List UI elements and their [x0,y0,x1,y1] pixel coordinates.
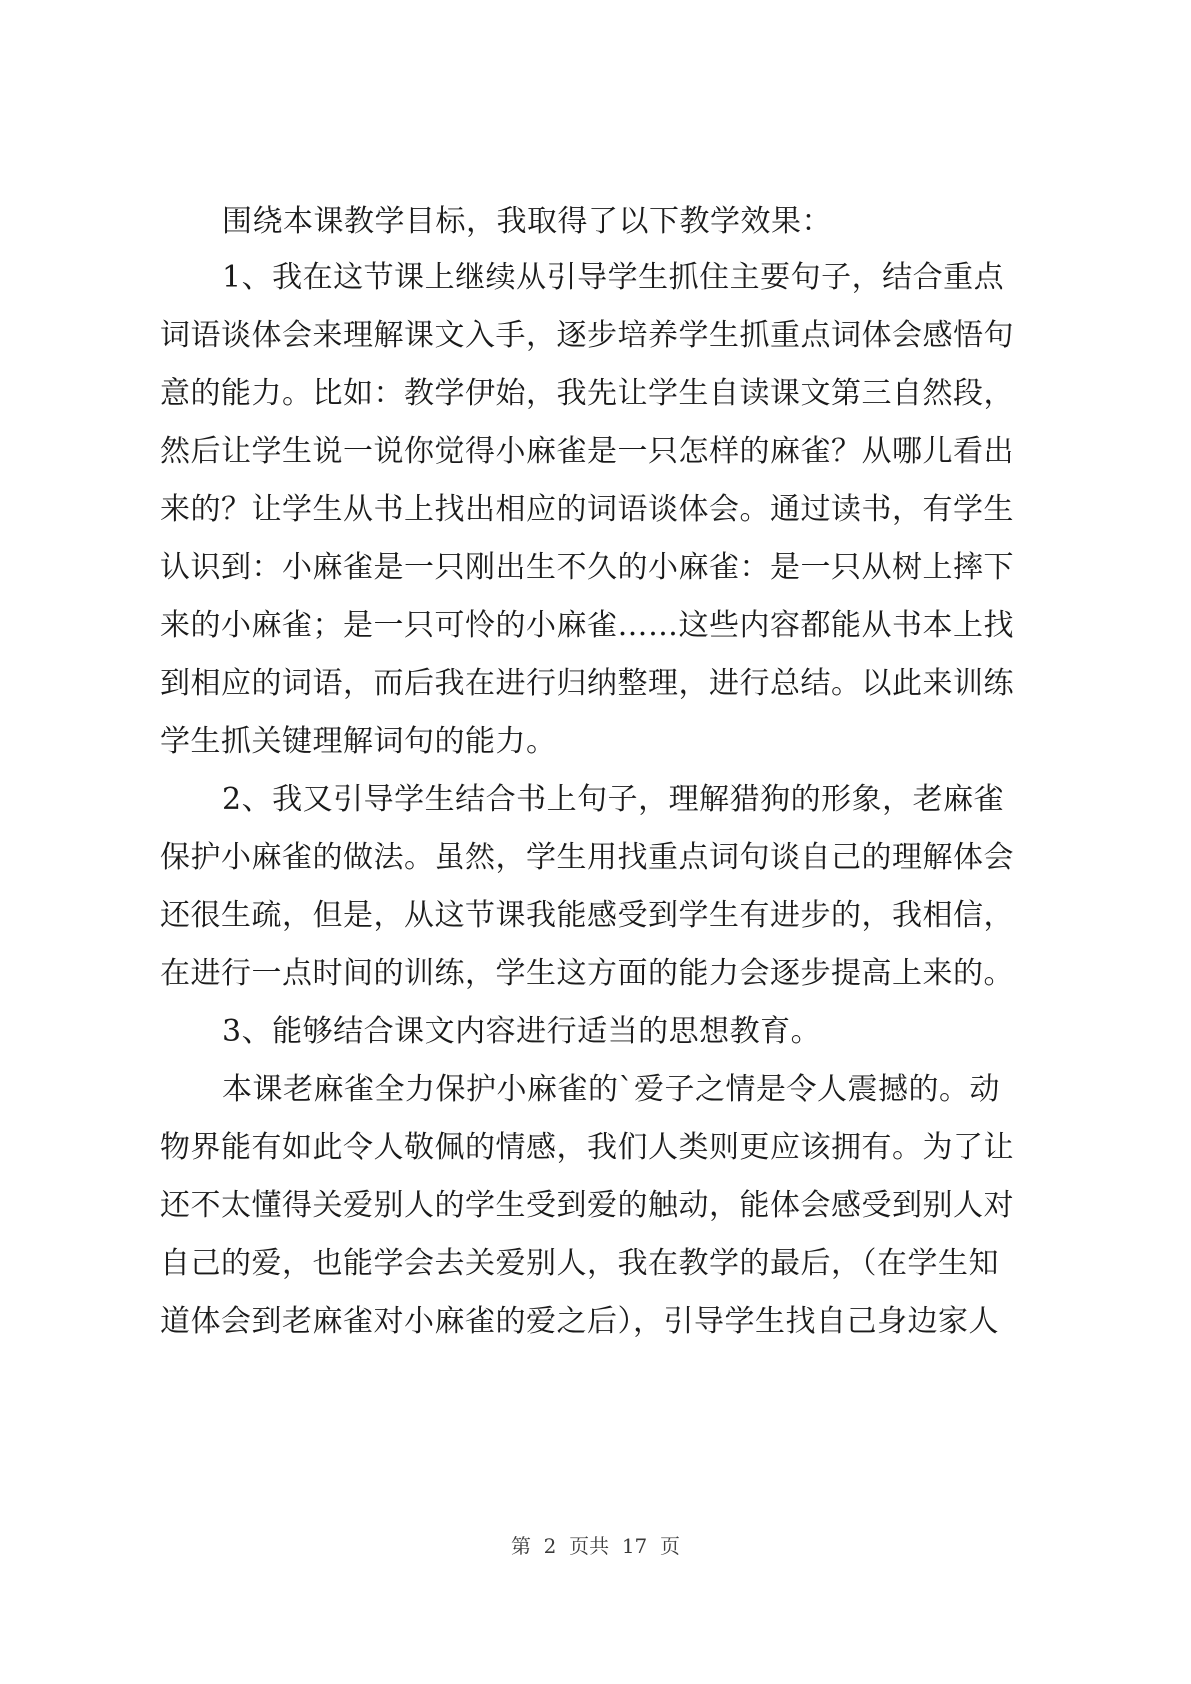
paragraph-2-line: 还很生疏，但是，从这节课我能感受到学生有进步的，我相信， [160,898,1014,933]
paragraph-4-line: 本课老麻雀全力保护小麻雀的`爱子之情是令人震撼的。动 [222,1072,1000,1107]
paragraph-1-line: 词语谈体会来理解课文入手，逐步培养学生抓重点词体会感悟句 [160,318,1014,353]
paragraph-1-line: 意的能力。比如：教学伊始，我先让学生自读课文第三自然段， [160,376,1014,411]
paragraph-1-line: 1、我在这节课上继续从引导学生抓住主要句子，结合重点 [222,260,1005,295]
paragraph-2-line: 保护小麻雀的做法。虽然，学生用找重点词句谈自己的理解体会 [160,840,1014,875]
paragraph-1-line: 认识到：小麻雀是一只刚出生不久的小麻雀：是一只从树上摔下 [160,550,1014,585]
paragraph-1-line: 到相应的词语，而后我在进行归纳整理，进行总结。以此来训练 [160,666,1014,701]
paragraph-4-line: 物界能有如此令人敬佩的情感，我们人类则更应该拥有。为了让 [160,1130,1014,1165]
paragraph-1-line: 然后让学生说一说你觉得小麻雀是一只怎样的麻雀？从哪儿看出 [160,434,1014,469]
paragraph-intro-line: 围绕本课教学目标，我取得了以下教学效果： [222,204,832,239]
paragraph-1-line: 来的小麻雀；是一只可怜的小麻雀……这些内容都能从书本上找 [160,608,1014,643]
paragraph-3-line: 3、能够结合课文内容进行适当的思想教育。 [222,1014,822,1049]
paragraph-2-line: 在进行一点时间的训练，学生这方面的能力会逐步提高上来的。 [160,956,1014,991]
paragraph-4-line: 道体会到老麻雀对小麻雀的爱之后），引导学生找自己身边家人 [160,1304,999,1339]
page-number-footer: 第 2 页共 17 页 [510,1534,681,1558]
paragraph-2-line: 2、我又引导学生结合书上句子，理解猎狗的形象，老麻雀 [222,782,1005,817]
paragraph-1-line: 来的？让学生从书上找出相应的词语谈体会。通过读书，有学生 [160,492,1014,527]
paragraph-4-line: 自己的爱，也能学会去关爱别人，我在教学的最后，（在学生知 [160,1246,999,1281]
paragraph-1-line: 学生抓关键理解词句的能力。 [160,724,557,759]
paragraph-4-line: 还不太懂得关爱别人的学生受到爱的触动，能体会感受到别人对 [160,1188,1014,1223]
